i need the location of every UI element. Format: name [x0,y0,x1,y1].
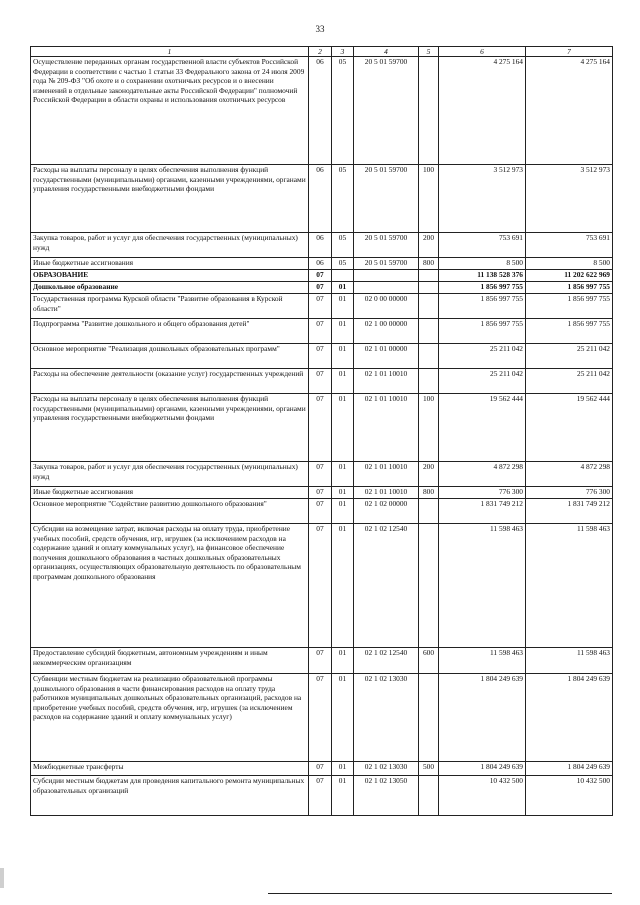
target-article-cell: 02 1 01 10010 [354,462,419,487]
amount-year2-cell: 10 432 500 [526,776,613,816]
table-row [31,258,613,270]
amount-year1-cell: 1 856 997 755 [439,319,526,344]
subsection-code-cell: 01 [332,462,354,487]
target-article-cell: 20 5 01 59700 [354,258,419,270]
section-code-cell: 07 [309,282,332,294]
column-header: 5 [419,47,439,57]
amount-year2-cell: 8 500 [526,258,613,270]
expense-type-cell: 200 [419,462,439,487]
target-article-cell: 02 1 02 00000 [354,499,419,524]
section-code-cell: 07 [309,344,332,369]
expense-type-cell [419,524,439,648]
amount-year2-cell: 3 512 973 [526,165,613,233]
table-row [31,319,613,344]
target-article-cell: 02 1 02 12540 [354,524,419,648]
table-row [31,524,613,648]
amount-year2-cell: 4 275 164 [526,57,613,165]
amount-year1-cell: 4 872 298 [439,462,526,487]
table-row [31,499,613,524]
row-name-cell: Межбюджетные трансферты [31,762,309,776]
scan-edge-mark [0,868,4,888]
footer-rule [268,893,612,894]
section-code-cell: 07 [309,270,332,282]
amount-year2-cell: 19 562 444 [526,394,613,462]
table-row [31,294,613,319]
row-name-cell: Государственная программа Курской области "Развитие образования в Курской области" [31,294,309,319]
subsection-code-cell: 01 [332,762,354,776]
amount-year1-cell: 1 856 997 755 [439,294,526,319]
expense-type-cell [419,57,439,165]
target-article-cell [354,282,419,294]
target-article-cell: 20 5 01 59700 [354,57,419,165]
amount-year1-cell: 11 598 463 [439,648,526,674]
target-article-cell: 02 1 02 13050 [354,776,419,816]
expense-type-cell: 100 [419,394,439,462]
amount-year1-cell: 3 512 973 [439,165,526,233]
amount-year1-cell: 1 804 249 639 [439,674,526,762]
amount-year1-cell: 19 562 444 [439,394,526,462]
subsection-code-cell: 01 [332,674,354,762]
table-row [31,282,613,294]
section-code-cell: 07 [309,294,332,319]
column-header: 2 [309,47,332,57]
amount-year2-cell: 11 598 463 [526,648,613,674]
row-name-cell: Закупка товаров, работ и услуг для обеспечения государственных (муниципальных) нужд [31,462,309,487]
expense-type-cell [419,294,439,319]
subsection-code-cell: 01 [332,344,354,369]
subsection-code-cell: 01 [332,487,354,499]
column-number-row [31,47,613,57]
table-row [31,762,613,776]
target-article-cell: 20 5 01 59700 [354,165,419,233]
section-code-cell: 06 [309,258,332,270]
amount-year2-cell: 1 831 749 212 [526,499,613,524]
expense-type-cell: 100 [419,165,439,233]
table-row [31,233,613,258]
amount-year1-cell: 25 211 042 [439,344,526,369]
target-article-cell: 02 0 00 00000 [354,294,419,319]
amount-year2-cell: 753 691 [526,233,613,258]
amount-year2-cell: 25 211 042 [526,369,613,394]
subsection-code-cell: 05 [332,258,354,270]
amount-year2-cell: 1 856 997 755 [526,294,613,319]
amount-year2-cell: 25 211 042 [526,344,613,369]
subsection-code-cell: 05 [332,57,354,165]
subsection-code-cell: 01 [332,369,354,394]
table-row [31,270,613,282]
subsection-code-cell: 01 [332,776,354,816]
section-code-cell: 07 [309,648,332,674]
row-name-cell: Расходы на выплаты персоналу в целях обеспечения выполнения функций государственными (муниципальными) органами, казенными учреждениями, органами управления государственными внебюджетными фондами [31,394,309,462]
expense-type-cell [419,776,439,816]
row-name-cell: Субвенции местным бюджетам на реализацию образовательной программы дошкольного образования в части финансирования расходов на оплату труда работников муниципальных дошкольных образовательных организаций, расходов на приобретение учебных пособий, средств обучения, игр, игрушек (за исключением расходов на содержание зданий и оплату коммунальных услуг) [31,674,309,762]
section-code-cell: 07 [309,776,332,816]
target-article-cell: 02 1 00 00000 [354,319,419,344]
section-code-cell: 06 [309,165,332,233]
amount-year1-cell: 11 138 528 376 [439,270,526,282]
target-article-cell: 02 1 01 10010 [354,369,419,394]
table-row [31,344,613,369]
table-row [31,165,613,233]
subsection-code-cell: 01 [332,282,354,294]
target-article-cell: 02 1 01 10010 [354,487,419,499]
expense-type-cell [419,344,439,369]
subsection-code-cell: 01 [332,499,354,524]
column-header: 4 [354,47,419,57]
table-row [31,394,613,462]
table-row [31,776,613,816]
amount-year1-cell: 8 500 [439,258,526,270]
subsection-code-cell: 05 [332,233,354,258]
expense-type-cell: 800 [419,258,439,270]
table-row [31,57,613,165]
amount-year2-cell: 1 856 997 755 [526,319,613,344]
amount-year2-cell: 11 598 463 [526,524,613,648]
subsection-code-cell: 01 [332,648,354,674]
column-header: 1 [31,47,309,57]
subsection-code-cell: 01 [332,319,354,344]
section-code-cell: 06 [309,57,332,165]
amount-year2-cell: 4 872 298 [526,462,613,487]
amount-year1-cell: 1 856 997 755 [439,282,526,294]
subsection-code-cell: 01 [332,394,354,462]
expense-type-cell [419,369,439,394]
section-code-cell: 07 [309,487,332,499]
amount-year2-cell: 1 856 997 755 [526,282,613,294]
budget-table [30,46,613,816]
expense-type-cell [419,499,439,524]
section-code-cell: 07 [309,462,332,487]
row-name-cell: Основное мероприятие "Содействие развитию дошкольного образования" [31,499,309,524]
column-header: 6 [439,47,526,57]
page-number: 33 [315,24,325,34]
expense-type-cell: 600 [419,648,439,674]
section-code-cell: 07 [309,524,332,648]
row-name-cell: Субсидии на возмещение затрат, включая расходы на оплату труда, приобретение учебных пособий, средств обучения, игр, игрушек (за исключением расходов на содержание зданий и оплату коммунальных услуг), на финансовое обеспечение получения дошкольного образования в частных дошкольных образовательных организациях, осуществляющих образовательную деятельность по образовательным программам дошкольного образования [31,524,309,648]
target-article-cell: 02 1 02 13030 [354,674,419,762]
amount-year2-cell: 1 804 249 639 [526,762,613,776]
subsection-code-cell: 01 [332,294,354,319]
section-code-cell: 07 [309,319,332,344]
expense-type-cell: 500 [419,762,439,776]
amount-year1-cell: 776 300 [439,487,526,499]
amount-year1-cell: 11 598 463 [439,524,526,648]
subsection-code-cell [332,270,354,282]
table-row [31,674,613,762]
target-article-cell [354,270,419,282]
row-name-cell: Субсидии местным бюджетам для проведения капитального ремонта муниципальных образовательных организаций [31,776,309,816]
target-article-cell: 02 1 02 12540 [354,648,419,674]
column-header: 7 [526,47,613,57]
amount-year2-cell: 776 300 [526,487,613,499]
row-name-cell: Предоставление субсидий бюджетным, автономным учреждениям и иным некоммерческим организациям [31,648,309,674]
amount-year1-cell: 4 275 164 [439,57,526,165]
row-name-cell: Осуществление переданных органам государственной власти субъектов Российской Федерации в соответствии с частью 1 статьи 33 Федерального закона от 24 июля 2009 года № 209-ФЗ "Об охоте и о сохранении охотничьих ресурсов и о внесении изменений в отдельные законодательные акты Российской Федерации" полномочий Российской Федерации в области охраны и использования охотничьих ресурсов [31,57,309,165]
table-row [31,487,613,499]
target-article-cell: 20 5 01 59700 [354,233,419,258]
row-name-cell: Иные бюджетные ассигнования [31,487,309,499]
subsection-code-cell: 05 [332,165,354,233]
section-code-cell: 07 [309,369,332,394]
row-name-cell: Расходы на обеспечение деятельности (оказание услуг) государственных учреждений [31,369,309,394]
expense-type-cell [419,674,439,762]
row-name-cell: Закупка товаров, работ и услуг для обеспечения государственных (муниципальных) нужд [31,233,309,258]
row-name-cell: Дошкольное образование [31,282,309,294]
amount-year1-cell: 753 691 [439,233,526,258]
expense-type-cell [419,282,439,294]
table-row [31,462,613,487]
row-name-cell: Расходы на выплаты персоналу в целях обеспечения выполнения функций государственными (муниципальными) органами, казенными учреждениями, органами управления государственными внебюджетными фондами [31,165,309,233]
section-code-cell: 06 [309,233,332,258]
expense-type-cell: 200 [419,233,439,258]
amount-year1-cell: 1 804 249 639 [439,762,526,776]
section-code-cell: 07 [309,499,332,524]
expense-type-cell [419,270,439,282]
amount-year1-cell: 25 211 042 [439,369,526,394]
amount-year2-cell: 1 804 249 639 [526,674,613,762]
amount-year1-cell: 10 432 500 [439,776,526,816]
target-article-cell: 02 1 02 13030 [354,762,419,776]
row-name-cell: Иные бюджетные ассигнования [31,258,309,270]
row-name-cell: Основное мероприятие "Реализация дошкольных образовательных программ" [31,344,309,369]
table-row [31,369,613,394]
section-code-cell: 07 [309,394,332,462]
row-name-cell: Подпрограмма "Развитие дошкольного и общего образования детей" [31,319,309,344]
amount-year1-cell: 1 831 749 212 [439,499,526,524]
expense-type-cell: 800 [419,487,439,499]
section-code-cell: 07 [309,762,332,776]
target-article-cell: 02 1 01 00000 [354,344,419,369]
section-code-cell: 07 [309,674,332,762]
subsection-code-cell: 01 [332,524,354,648]
expense-type-cell [419,319,439,344]
column-header: 3 [332,47,354,57]
table-row [31,648,613,674]
target-article-cell: 02 1 01 10010 [354,394,419,462]
amount-year2-cell: 11 202 622 969 [526,270,613,282]
row-name-cell: ОБРАЗОВАНИЕ [31,270,309,282]
